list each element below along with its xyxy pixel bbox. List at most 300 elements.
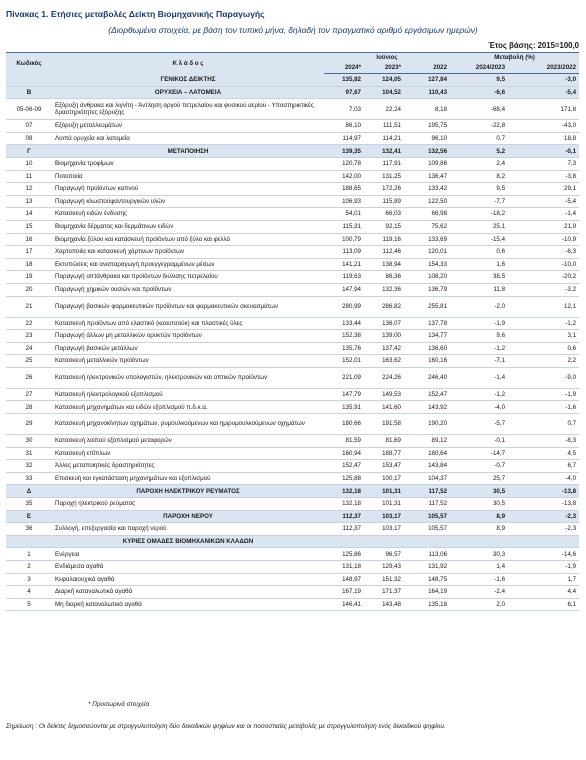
header-year-2023: 2023* bbox=[364, 63, 404, 74]
cell-sector: Κατασκευή λοιπού εξοπλισμού μεταφορών bbox=[55, 437, 172, 445]
cell-code: 19 bbox=[25, 273, 33, 281]
cell-change-2023-2022: -5,4 bbox=[508, 86, 579, 99]
cell-2022: 143,84 bbox=[428, 462, 448, 470]
table-row bbox=[6, 460, 579, 473]
cell-2024: 180,66 bbox=[342, 420, 361, 428]
cell-change-2023-2022: 29,1 bbox=[564, 185, 577, 193]
cell-sector: Ποτοποιία bbox=[55, 172, 83, 180]
cell-2024: 188,65 bbox=[342, 185, 361, 193]
cell-2023: 143,48 bbox=[382, 600, 401, 608]
cell-change-2024-2023: -2,4 bbox=[494, 588, 506, 596]
cell-sector: Λοιπά ορυχεία και λατομεία bbox=[55, 134, 130, 142]
cell-2022: 180,64 bbox=[428, 449, 448, 457]
header-change: Μεταβολή (%) bbox=[450, 53, 579, 64]
table-row bbox=[6, 271, 579, 284]
table-row bbox=[6, 296, 579, 317]
cell-change-2023-2022: -1,9 bbox=[565, 563, 577, 571]
cell-change-2024-2023: 30,5 bbox=[450, 485, 508, 498]
cell-change-2023-2022 bbox=[508, 535, 579, 548]
cell-2022: 160,16 bbox=[428, 357, 448, 365]
cell-change-2024-2023: 1,4 bbox=[496, 563, 506, 571]
header-change-2023-2022: 2023/2022 bbox=[508, 63, 579, 74]
cell-change-2023-2022: -1,6 bbox=[565, 403, 577, 411]
cell-2022: 133,69 bbox=[428, 235, 448, 243]
cell-code: 5 bbox=[27, 600, 31, 608]
cell-2024: 133,44 bbox=[342, 319, 361, 327]
table-row bbox=[6, 220, 579, 233]
cell-change-2023-2022: -3,0 bbox=[508, 74, 579, 87]
cell-2024: 81,59 bbox=[345, 437, 361, 445]
table-row bbox=[6, 317, 579, 330]
cell-change-2023-2022: 4,5 bbox=[567, 449, 577, 457]
cell-2023: 131,25 bbox=[382, 172, 401, 180]
cell-sector: Κατασκευή προϊόντων από ελαστικό (καουτσούκ) και πλαστικές ύλες bbox=[55, 319, 243, 327]
cell-code: 3 bbox=[27, 575, 31, 583]
cell-2022: 109,86 bbox=[428, 160, 448, 168]
cell-change-2024-2023: -6,6 bbox=[450, 86, 508, 99]
table-body bbox=[6, 74, 579, 611]
cell-change-2024-2023: -1,2 bbox=[494, 344, 506, 352]
cell-2024: 132,18 bbox=[342, 500, 361, 508]
cell-2024: 146,41 bbox=[342, 600, 361, 608]
cell-change-2024-2023: 1,6 bbox=[496, 260, 506, 268]
cell-2023: 66,03 bbox=[385, 210, 401, 218]
cell-2022: 246,40 bbox=[428, 374, 448, 382]
cell-change-2024-2023: -4,0 bbox=[494, 403, 506, 411]
cell-2023: 101,31 bbox=[382, 500, 401, 508]
header-sector: Κ λ ά δ ο ς bbox=[52, 53, 324, 74]
cell-2022: 120,01 bbox=[428, 248, 448, 256]
cell-2022: 110,43 bbox=[404, 86, 450, 99]
cell-sector: Μη διαρκή καταναλωτικά αγαθά bbox=[55, 600, 142, 608]
cell-2023: 136,07 bbox=[382, 319, 401, 327]
cell-2023: 151,32 bbox=[382, 575, 401, 583]
cell-2023: 103,17 bbox=[364, 510, 404, 523]
cell-sector: Κατασκευή επίπλων bbox=[55, 449, 111, 457]
cell-2023: 96,57 bbox=[385, 550, 401, 558]
cell-2023: 115,89 bbox=[382, 197, 401, 205]
cell-2024: 139,35 bbox=[324, 145, 364, 158]
cell-code: 30 bbox=[25, 437, 33, 445]
cell-change-2023-2022: -10,0 bbox=[561, 260, 577, 268]
cell-2022: 136,79 bbox=[428, 286, 448, 294]
cell-change-2024-2023: 9,5 bbox=[450, 74, 508, 87]
cell-2022: 136,47 bbox=[428, 172, 448, 180]
cell-2023: 124,05 bbox=[364, 74, 404, 87]
cell-code: 36 bbox=[25, 525, 33, 533]
cell-code: 26 bbox=[25, 374, 33, 382]
table-row bbox=[6, 355, 579, 368]
cell-2023: 112,46 bbox=[382, 248, 401, 256]
cell-change-2023-2022: -13,8 bbox=[561, 500, 577, 508]
table-row bbox=[6, 573, 579, 586]
cell-sector: Διαρκή καταναλωτικά αγαθά bbox=[55, 588, 133, 596]
cell-2024: 112,37 bbox=[324, 510, 364, 523]
cell-2024: 135,91 bbox=[342, 403, 361, 411]
cell-2023 bbox=[364, 535, 404, 548]
cell-2022: 75,62 bbox=[431, 223, 448, 231]
cell-code: 29 bbox=[25, 420, 33, 428]
cell-change-2023-2022: -10,9 bbox=[561, 235, 577, 243]
cell-code: 24 bbox=[25, 344, 33, 352]
cell-2023: 103,17 bbox=[382, 525, 401, 533]
cell-change-2023-2022: 1,7 bbox=[567, 575, 577, 583]
table-subtitle: (Διορθωμένα στοιχεία, με βάση τον τυπικό μήνα, δηλαδή τον πραγματικό αριθμό εργάσιμων ημερών) bbox=[108, 25, 478, 35]
cell-change-2024-2023: -7,1 bbox=[494, 357, 506, 365]
cell-change-2024-2023: 25,1 bbox=[492, 223, 506, 231]
cell-change-2023-2022: -2,3 bbox=[508, 510, 579, 523]
cell-2022: 105,57 bbox=[428, 525, 448, 533]
cell-change-2023-2022: -5,4 bbox=[565, 197, 577, 205]
cell-2022: 131,92 bbox=[428, 563, 448, 571]
cell-code: 27 bbox=[25, 391, 33, 399]
cell-2024: 152,47 bbox=[342, 462, 361, 470]
cell-code: 22 bbox=[25, 319, 33, 327]
cell-change-2023-2022: -4,0 bbox=[565, 474, 577, 482]
cell-change-2023-2022: 4,4 bbox=[567, 588, 577, 596]
cell-2024: 160,94 bbox=[342, 449, 361, 457]
cell-code: 18 bbox=[25, 260, 33, 268]
cell-change-2023-2022: -13,8 bbox=[508, 485, 579, 498]
cell-2023: 117,91 bbox=[382, 160, 401, 168]
cell-2023: 137,42 bbox=[382, 344, 401, 352]
cell-change-2024-2023: 2,0 bbox=[496, 600, 506, 608]
cell-2023: 100,17 bbox=[382, 474, 401, 482]
table-row bbox=[6, 342, 579, 355]
cell-change-2024-2023: 2,4 bbox=[496, 160, 506, 168]
cell-change-2024-2023: 0,7 bbox=[496, 134, 506, 142]
cell-change-2023-2022: 7,3 bbox=[567, 160, 577, 168]
cell-code: Ε bbox=[6, 510, 52, 523]
cell-sector: ΠΑΡΟΧΗ ΗΛΕΚΤΡΙΚΟΥ ΡΕΥΜΑΤΟΣ bbox=[52, 485, 324, 498]
cell-change-2024-2023: -0,7 bbox=[494, 462, 506, 470]
cell-sector: Παραγωγή βασικών μετάλλων bbox=[55, 344, 138, 352]
cell-change-2023-2022: 18,8 bbox=[564, 134, 577, 142]
table-row bbox=[6, 367, 579, 388]
cell-code: 15 bbox=[25, 223, 33, 231]
cell-code: 21 bbox=[25, 302, 33, 310]
cell-2024: 7,03 bbox=[348, 105, 361, 113]
cell-2022: 89,12 bbox=[431, 437, 448, 445]
cell-sector: Κατασκευή μηχανημάτων και ειδών εξοπλισμού π.δ.κ.α. bbox=[55, 403, 208, 411]
cell-change-2024-2023: -0,1 bbox=[494, 437, 506, 445]
cell-2022: 164,19 bbox=[428, 588, 448, 596]
cell-2022: 143,92 bbox=[428, 403, 448, 411]
header-year-2024: 2024* bbox=[324, 63, 364, 74]
table-row bbox=[6, 330, 579, 343]
aggregate-row bbox=[6, 74, 579, 87]
cell-change-2024-2023: 30,5 bbox=[492, 500, 506, 508]
cell-change-2024-2023: 9,5 bbox=[496, 185, 506, 193]
cell-2024: 120,78 bbox=[342, 160, 361, 168]
cell-change-2024-2023: 8,2 bbox=[496, 172, 506, 180]
table-row bbox=[6, 157, 579, 170]
cell-code: 11 bbox=[25, 172, 33, 180]
table-row bbox=[6, 120, 579, 133]
cell-sector: Κατασκευή μεταλλικών προϊόντων bbox=[55, 357, 149, 365]
cell-code: 2 bbox=[27, 563, 31, 571]
cell-sector: Παραγωγή χημικών ουσιών και προϊόντων bbox=[55, 286, 172, 294]
cell-2024: 112,37 bbox=[342, 525, 361, 533]
cell-2023: 119,16 bbox=[382, 235, 401, 243]
cell-2024: 148,97 bbox=[342, 575, 361, 583]
cell-change-2023-2022: -3,8 bbox=[565, 172, 577, 180]
table-row bbox=[6, 548, 579, 561]
cell-change-2023-2022: 2,2 bbox=[567, 357, 577, 365]
cell-2023: 86,36 bbox=[385, 273, 401, 281]
table-row bbox=[6, 195, 579, 208]
cell-2022: 122,50 bbox=[428, 197, 448, 205]
cell-change-2023-2022: -0,1 bbox=[508, 145, 579, 158]
cell-2022: 148,75 bbox=[428, 575, 448, 583]
cell-change-2024-2023: 30,3 bbox=[492, 550, 506, 558]
cell-2024: 167,19 bbox=[342, 588, 361, 596]
cell-2024: 115,31 bbox=[342, 223, 361, 231]
cell-2024: 100,79 bbox=[342, 235, 361, 243]
table-row bbox=[6, 498, 579, 511]
cell-2023: 22,24 bbox=[385, 105, 401, 113]
table-row bbox=[6, 246, 579, 259]
cell-change-2024-2023: 38,5 bbox=[492, 273, 506, 281]
industrial-production-table bbox=[6, 52, 579, 611]
cell-2022: 66,98 bbox=[431, 210, 448, 218]
header-code: Κωδικός bbox=[6, 53, 52, 74]
cell-change-2024-2023: -1,9 bbox=[494, 319, 506, 327]
header-change-2024-2023: 2024/2023 bbox=[450, 63, 508, 74]
cell-sector: Άλλες μεταποιητικές δραστηριότητες bbox=[55, 462, 155, 470]
aggregate-row bbox=[6, 510, 579, 523]
cell-change-2023-2022: 171,8 bbox=[560, 105, 577, 113]
cell-change-2023-2022: -43,0 bbox=[561, 122, 577, 130]
cell-code: 08 bbox=[25, 134, 33, 142]
aggregate-row bbox=[6, 485, 579, 498]
cell-change-2024-2023: -15,4 bbox=[490, 235, 506, 243]
cell-sector: Χαρτοποιία και κατασκευή χάρτινων προϊόντων bbox=[55, 248, 185, 256]
cell-change-2023-2022: 12,1 bbox=[564, 302, 577, 310]
table-row bbox=[6, 447, 579, 460]
cell-change-2024-2023: 25,7 bbox=[492, 474, 506, 482]
cell-2022: 8,18 bbox=[434, 105, 448, 113]
cell-2023: 188,77 bbox=[382, 449, 401, 457]
cell-change-2024-2023: -2,0 bbox=[494, 302, 506, 310]
cell-sector: Συλλογή, επεξεργασία και παροχή νερού bbox=[55, 525, 167, 533]
cell-sector: Παραγωγή οπτάνθρακα και προϊόντων διύλισης πετρελαίου bbox=[55, 273, 218, 281]
cell-sector: Επισκευή και εγκατάσταση μηχανημάτων και εξοπλισμού bbox=[55, 474, 211, 482]
cell-code: Δ bbox=[6, 485, 52, 498]
cell-2024: 97,67 bbox=[324, 86, 364, 99]
cell-2022: 137,78 bbox=[428, 319, 448, 327]
cell-2023: 132,36 bbox=[382, 286, 401, 294]
cell-change-2024-2023: -68,4 bbox=[490, 105, 506, 113]
cell-change-2023-2022: -1,4 bbox=[565, 210, 577, 218]
cell-change-2023-2022: 0,7 bbox=[567, 420, 577, 428]
cell-code: Β bbox=[6, 86, 52, 99]
table-title: Πίνακας 1. Ετήσιες μεταβολές Δείκτη Βιομηχανικής Παραγωγής bbox=[6, 9, 265, 19]
table-row bbox=[6, 472, 579, 485]
cell-sector: Εκτυπώσεις και αναπαραγωγή προεγγεγραμμένων μέσων bbox=[55, 260, 215, 268]
cell-code: 1 bbox=[27, 550, 31, 558]
cell-change-2024-2023: 8,9 bbox=[496, 525, 506, 533]
cell-2022: 133,42 bbox=[428, 185, 448, 193]
table-row bbox=[6, 435, 579, 448]
cell-2024: 221,09 bbox=[342, 374, 361, 382]
cell-sector: Βιομηχανία ξύλου και κατασκευή προϊόντων από ξύλο και φελλό bbox=[55, 235, 230, 243]
cell-2022: 136,60 bbox=[428, 344, 448, 352]
cell-code: 14 bbox=[25, 210, 33, 218]
cell-2022: 104,37 bbox=[428, 474, 448, 482]
cell-change-2023-2022: -1,2 bbox=[565, 319, 577, 327]
cell-2023: 104,52 bbox=[364, 86, 404, 99]
cell-change-2023-2022: 3,1 bbox=[567, 332, 577, 340]
cell-code: 23 bbox=[25, 332, 33, 340]
table-row bbox=[6, 414, 579, 435]
cell-2024: 125,86 bbox=[342, 550, 361, 558]
cell-change-2023-2022: -8,3 bbox=[565, 437, 577, 445]
table-row bbox=[6, 99, 579, 120]
cell-2023: 114,21 bbox=[382, 134, 401, 142]
cell-2022: 190,20 bbox=[428, 420, 448, 428]
cell-code: 25 bbox=[25, 357, 33, 365]
cell-code: 13 bbox=[25, 197, 33, 205]
cell-change-2023-2022: -3,2 bbox=[565, 286, 577, 294]
cell-2024: 132,18 bbox=[324, 485, 364, 498]
cell-code: 20 bbox=[25, 286, 33, 294]
cell-2022: 96,10 bbox=[431, 134, 448, 142]
cell-2024: 280,99 bbox=[342, 302, 361, 310]
cell-2022: 135,18 bbox=[428, 600, 448, 608]
cell-change-2024-2023: -1,4 bbox=[494, 374, 506, 382]
cell-change-2023-2022: 6,7 bbox=[567, 462, 577, 470]
cell-2024: 141,21 bbox=[342, 260, 361, 268]
cell-change-2023-2022: -20,2 bbox=[561, 273, 577, 281]
cell-change-2024-2023: -5,7 bbox=[494, 420, 506, 428]
cell-change-2023-2022: -9,0 bbox=[565, 374, 577, 382]
table-row bbox=[6, 523, 579, 536]
cell-sector: Παραγωγή κλωστοϋφαντουργικών υλών bbox=[55, 197, 166, 205]
table-row bbox=[6, 258, 579, 271]
cell-2024: 147,79 bbox=[342, 391, 361, 399]
cell-sector: Βιομηχανία δέρματος και δερμάτινων ειδών bbox=[55, 223, 174, 231]
cell-code: 10 bbox=[25, 160, 33, 168]
table-row bbox=[6, 586, 579, 599]
cell-2023: 224,26 bbox=[382, 374, 401, 382]
header-june: Ιούνιος bbox=[324, 53, 450, 64]
cell-code: 16 bbox=[25, 235, 33, 243]
cell-2022: 154,33 bbox=[428, 260, 448, 268]
table-row bbox=[6, 183, 579, 196]
table-row bbox=[6, 598, 579, 611]
cell-2023: 153,47 bbox=[382, 462, 401, 470]
cell-change-2024-2023: -1,6 bbox=[494, 575, 506, 583]
cell-sector: ΓΕΝΙΚΟΣ ΔΕΙΚΤΗΣ bbox=[52, 74, 324, 87]
table-row bbox=[6, 132, 579, 145]
table-row bbox=[6, 388, 579, 401]
cell-change-2023-2022: 0,6 bbox=[567, 344, 577, 352]
cell-code: 28 bbox=[25, 403, 33, 411]
cell-change-2024-2023: 0,6 bbox=[496, 248, 506, 256]
cell-2023: 81,69 bbox=[385, 437, 401, 445]
cell-change-2023-2022: -14,6 bbox=[561, 550, 577, 558]
table-row bbox=[6, 170, 579, 183]
cell-code: Γ bbox=[6, 145, 52, 158]
cell-code: 17 bbox=[25, 248, 33, 256]
cell-change-2024-2023: 8,9 bbox=[450, 510, 508, 523]
cell-code: 33 bbox=[25, 474, 33, 482]
cell-2024: 119,63 bbox=[342, 273, 361, 281]
cell-2024: 142,00 bbox=[342, 172, 361, 180]
cell-2022: 255,81 bbox=[428, 302, 448, 310]
header-year-2022: 2022 bbox=[404, 63, 450, 74]
cell-2024: 54,01 bbox=[345, 210, 361, 218]
cell-2024: 131,18 bbox=[342, 563, 361, 571]
cell-2022: 134,77 bbox=[428, 332, 448, 340]
cell-change-2024-2023: -22,8 bbox=[490, 122, 506, 130]
cell-change-2023-2022: 21,9 bbox=[564, 223, 577, 231]
cell-sector: Παραγωγή άλλων μη μεταλλικών ορυκτών προϊόντων bbox=[55, 332, 202, 340]
cell-2022: 113,06 bbox=[428, 550, 448, 558]
cell-2023: 286,82 bbox=[382, 302, 401, 310]
cell-2022 bbox=[404, 535, 450, 548]
cell-code: 35 bbox=[25, 500, 33, 508]
cell-change-2023-2022: -2,3 bbox=[565, 525, 577, 533]
cell-change-2024-2023: -18,2 bbox=[490, 210, 506, 218]
cell-change-2023-2022: 6,1 bbox=[567, 600, 577, 608]
cell-2023: 149,53 bbox=[382, 391, 401, 399]
cell-change-2024-2023: 9,6 bbox=[496, 332, 506, 340]
cell-sector: Κατασκευή μηχανοκίνητων οχημάτων, ρυμουλκούμενων και ημιρυμουλκούμενων οχημάτων bbox=[55, 420, 305, 428]
cell-change-2024-2023: -14,7 bbox=[490, 449, 506, 457]
cell-2023: 138,94 bbox=[382, 260, 401, 268]
cell-code bbox=[6, 74, 52, 87]
footnote: Σημείωση : Οι δείκτες δημοσιεύονται με στρογγυλοποίηση δύο δεκαδικών ψηφίων και οι ποσοστιαίες μεταβολές με στρογγυλοποίηση ενός δεκαδικού ψηφίου. bbox=[6, 723, 446, 730]
aggregate-row bbox=[6, 86, 579, 99]
aggregate-row bbox=[6, 145, 579, 158]
provisional-note: * Προσωρινά στοιχεία bbox=[88, 701, 150, 708]
cell-code bbox=[6, 535, 52, 548]
cell-2024: 152,01 bbox=[342, 357, 361, 365]
table-row bbox=[6, 233, 579, 246]
cell-2022: 195,75 bbox=[428, 122, 448, 130]
cell-code: 4 bbox=[27, 588, 31, 596]
cell-sector: Παραγωγή προϊόντων καπνού bbox=[55, 185, 139, 193]
cell-2023: 141,60 bbox=[382, 403, 401, 411]
cell-sector: ΚΥΡΙΕΣ ΟΜΑΔΕΣ ΒΙΟΜΗΧΑΝΙΚΩΝ ΚΛΑΔΩΝ bbox=[52, 535, 324, 548]
group-heading-row bbox=[6, 535, 579, 548]
cell-sector: Κατασκευή ειδών ένδυσης bbox=[55, 210, 127, 218]
cell-2022: 117,52 bbox=[404, 485, 450, 498]
cell-2023: 101,31 bbox=[364, 485, 404, 498]
cell-2023: 163,62 bbox=[382, 357, 401, 365]
cell-2024: 113,09 bbox=[342, 248, 361, 256]
cell-sector: Βιομηχανία τροφίμων bbox=[55, 160, 114, 168]
cell-2024: 125,88 bbox=[342, 474, 361, 482]
cell-2024: 135,76 bbox=[342, 344, 361, 352]
cell-code: 12 bbox=[25, 185, 33, 193]
cell-2024: 152,38 bbox=[342, 332, 361, 340]
cell-change-2024-2023 bbox=[450, 535, 508, 548]
cell-sector: Ενέργεια bbox=[55, 550, 80, 558]
cell-2023: 191,58 bbox=[382, 420, 401, 428]
cell-code: 31 bbox=[25, 449, 33, 457]
cell-2024: 106,93 bbox=[342, 197, 361, 205]
cell-2023: 111,51 bbox=[382, 122, 401, 130]
table-row bbox=[6, 208, 579, 221]
cell-sector: ΠΑΡΟΧΗ ΝΕΡΟΥ bbox=[52, 510, 324, 523]
table-row bbox=[6, 401, 579, 414]
cell-code: 05-06-09 bbox=[16, 105, 42, 113]
cell-sector: Κατασκευή ηλεκτρονικών υπολογιστών, ηλεκτρονικών και οπτικών προϊόντων bbox=[55, 374, 268, 382]
cell-2024: 135,82 bbox=[324, 74, 364, 87]
